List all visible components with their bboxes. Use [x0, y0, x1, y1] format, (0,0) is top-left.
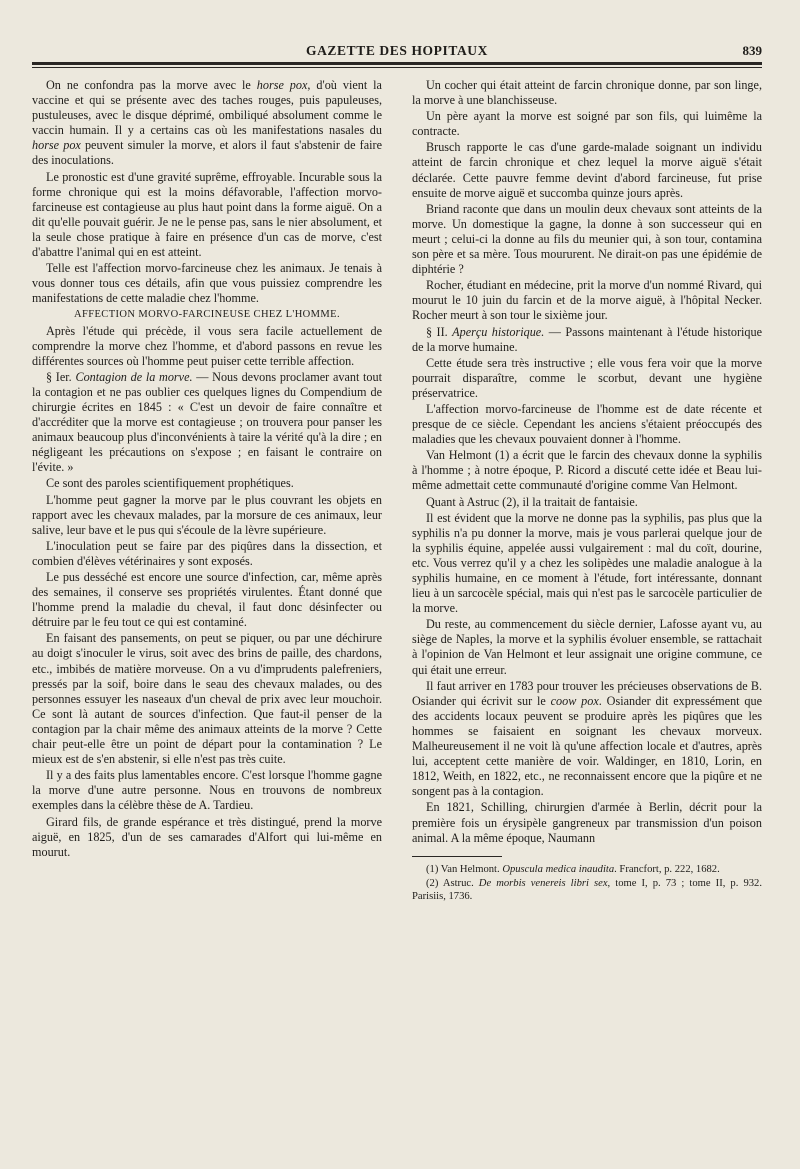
footnote: [412, 877, 762, 903]
section-mark: § Ier.: [46, 369, 72, 384]
section-title: AFFECTION MORVO-FARCINEUSE CHEZ L'HOMME.: [74, 309, 340, 321]
paragraph: On ne confondra pas la morve avec le horse pox, d'où vient la vaccine et qui se présente avec des taches rouges, puis papuleuses, pustuleuses, avec le disque déprimé, ombiliqué absolument comme le vaccin humain. Il y a certains cas où les manifestations nasales du horse pox peuvent simuler la morve, et alors il faut s'abstenir de faire des inoculations.: [32, 78, 382, 168]
paragraph: Telle est l'affection morvo-farcineuse chez les animaux. Je tenais à vous donner tous ces détails, afin que vous puissiez comprendre les manifestations de cette maladie chez l'homme.: [32, 261, 382, 306]
italic-term: horse pox: [32, 138, 81, 153]
header-rule: [32, 62, 762, 65]
italic-term: horse pox: [256, 78, 308, 92]
paragraph: [412, 679, 762, 800]
paragraph: Du reste, au commencement du siècle dernier, Lafosse ayant vu, au siège de Naples, la morve et la syphilis évoluer ensemble, se rattachait à l'opinion de Van Helmont et leur assignait une origine commune, ce qui était une erreur.: [412, 617, 762, 677]
paragraph: Il y a des faits plus lamentables encore. C'est lorsque l'homme gagne la morve d'une autre personne. Nous en trouvons de nombreux exemples dans la célèbre thèse de A. Tardieu.: [32, 768, 382, 813]
paragraph: Le pus desséché est encore une source d'infection, car, même après des semaines, il conserve ses propriétés virulentes. Étant donné que l'homme prend la maladie du cheval, il faut donc désinfecter ou détruire par le feu tout ce qui est contaminé.: [32, 570, 382, 630]
right-column: [412, 78, 762, 904]
paragraph: Le pronostic est d'une gravité suprême, effroyable. Incurable sous la forme chronique qui est la moins défavorable, l'affection morvo-farcineuse est contagieuse au plus haut point dans la forme aiguë. On a dit qu'elle pouvait guérir. Je ne le pense pas, sans le nier absolument, et la seule chose pratique à faire en présence d'un cas de morve, c'est d'abattre l'animal qui en est atteint.: [32, 169, 382, 260]
text-columns: [32, 78, 762, 904]
footnote-title: De morbis venereis libri sex: [478, 877, 608, 889]
subsection-title: Aperçu historique.: [452, 324, 545, 339]
paragraph: Brusch rapporte le cas d'une garde-malade soignant un individu atteint de farcin chronique et chez lequel la morve aiguë s'était déclarée. Cette pauvre femme devint d'abord farcineuse, fut prise ensuite de morve aiguë et succomba quinze jours après.: [412, 140, 762, 200]
paragraph: L'inoculation peut se faire par des piqûres dans la dissection, et combien d'élèves vétérinaires y sont exposés.: [32, 538, 382, 568]
subsection-title: Contagion de la morve.: [75, 369, 193, 384]
paragraph: Briand raconte que dans un moulin deux chevaux sont atteints de la morve. Un domestique la gagne, la donne à son successeur qui en meurt ; celui-ci la donne au fils du meunier qui, à son tour, contamina son père et sa mère. Tous moururent. Ne dirait-on pas une épidémie de diphtérie ?: [412, 201, 762, 277]
paragraph: L'homme peut gagner la morve par le plus couvrant les objets en rapport avec les chevaux malades, par la morsure de ces animaux, leur salive, leur bave et le pus qui s'écoule de la lèvre supérieure.: [32, 492, 382, 537]
italic-term: coow pox: [550, 693, 599, 708]
header-rule-thin: [32, 67, 762, 68]
paragraph: Van Helmont (1) a écrit que le farcin des chevaux donne la syphilis à l'homme ; à notre époque, P. Ricord a discuté cette idée et Beau lui-même admettait cette communauté d'origine comme Van Helmont.: [412, 448, 762, 493]
page-number: 839: [742, 43, 762, 58]
paragraph: En faisant des pansements, on peut se piquer, ou par une déchirure au doigt s'inoculer le virus, soit avec des brins de paille, des chardons, etc., imbibés de matière morveuse. On a vu d'imprudents palefreniers, pressés par la soif, boire dans le seau des chevaux malades, ou des personnes essuyer les naseaux d'un cheval de prix avec leur mouchoir. Ce sont là autant de sources d'infection. Que faut-il penser de la contagion par la chair même des animaux atteints de la morve ? Cette chair peut-elle être un point de départ pour la contamination ? Le mieux est de s'en abstenir, si elle n'est pas très cuite.: [32, 631, 382, 767]
paragraph-text: Il faut arriver en 1783 pour trouver les précieuses observations de B. Osiander qui écrivit sur le: [412, 678, 762, 708]
paragraph-text: — Nous devons proclamer avant tout la contagion et ne pas oublier ces quelques lignes du Compendium de chirurgie écrites en 1845 : « C'est un devoir de faire connaître et d'accréditer que la morve est contagieuse ; on trouvera pour panser les animaux beaucoup plus d'inconvénients à taire la vérité qu'à la dire ; en négligeant les précautions on s'expose ; en faisant le contraire on l'évite. »: [32, 369, 383, 475]
footnote-title: Opuscula medica inaudita: [502, 863, 615, 875]
paragraph: Quant à Astruc (2), il la traitait de fantaisie.: [426, 494, 638, 509]
left-column: [32, 78, 382, 904]
paragraph: [32, 370, 382, 476]
footnote-text: (2) Astruc.: [426, 877, 479, 889]
footnote-text: . Francfort, p. 222, 1682.: [614, 863, 720, 875]
journal-title: GAZETTE DES HOPITAUX: [305, 43, 489, 58]
paragraph: Un père ayant la morve est soigné par son fils, qui luimême la contracte.: [412, 109, 762, 139]
section-mark: § II.: [426, 324, 448, 339]
paragraph-text: — Passons maintenant à l'étude historique de la morve humaine.: [412, 324, 763, 354]
paragraph: Après l'étude qui précède, il vous sera facile actuellement de comprendre la morve chez l'homme, et d'abord passons en revue les différentes sources où l'homme peut puiser cette terrible affection.: [32, 323, 382, 368]
paragraph-text: . Osiander dit expressément que des accidents locaux peuvent se produire après les piqûres que les hommes se faisaient en soignant les chevaux morveux. Malheureusement il ne voit là qu'une affection locale et d'autres, après lui, acceptent cette manière de voir. Waldinger, en 1810, Lorin, en 1812, Weith, en 1822, etc., ne reconnaissent encore que la piqûre et ne songent pas à la contagion.: [412, 693, 762, 799]
paragraph: Ce sont des paroles scientifiquement prophétiques.: [46, 476, 294, 491]
masthead: [32, 0, 762, 62]
paragraph: Un cocher qui était atteint de farcin chronique donne, par son linge, la morve à une blanchisseuse.: [412, 78, 762, 108]
paragraph: Girard fils, de grande espérance et très distingué, prend la morve aiguë, en 1825, d'un de ses camarades d'Alfort qui lui-même en mourut.: [32, 814, 382, 859]
paragraph: L'affection morvo-farcineuse de l'homme est de date récente et presque de ce siècle. Cependant les anciens s'étaient préoccupés des maladies que les chevaux pouvaient donner à l'homme.: [412, 401, 762, 447]
paragraph: Il est évident que la morve ne donne pas la syphilis, pas plus que la syphilis n'a pu donner la morve, mais je vous parlerai quelque jour de la syphilis équine, appelée aussi vulgairement : mal du coït, dourine, etc. Vous verrez qu'il y a chez les solipèdes une maladie analogue à la syphilis humaine, en ce moment à l'étude, fort intéressante, donnant lieu à un sarcocèle spécial, mais qui n'est pas le sarcocèle particulier de la morve.: [412, 510, 762, 616]
footnote-rule: [412, 856, 502, 857]
paragraph: En 1821, Schilling, chirurgien d'armée à Berlin, décrit pour la première fois un érysipèle gangreneux par transmission d'un poison animal. A la même époque, Naumann: [412, 800, 762, 845]
paragraph: [412, 325, 762, 355]
paragraph: Rocher, étudiant en médecine, prit la morve d'un nommé Rivard, qui mourut le 10 juin du farcin et de la morve aiguë, à l'hôpital Necker. Rocher meurt à son tour le sixième jour.: [412, 278, 762, 323]
footnote-text: , tome I, p. 73 ; tome II, p. 932. Parisiis, 1736.: [412, 877, 762, 903]
footnote: [412, 863, 762, 876]
paragraph: Cette étude sera très instructive ; elle vous fera voir que la morve pourrait disparaître, comme le scorbut, devant une hygiène préservatrice.: [412, 355, 762, 400]
footnote-text: (1) Van Helmont.: [426, 863, 503, 875]
